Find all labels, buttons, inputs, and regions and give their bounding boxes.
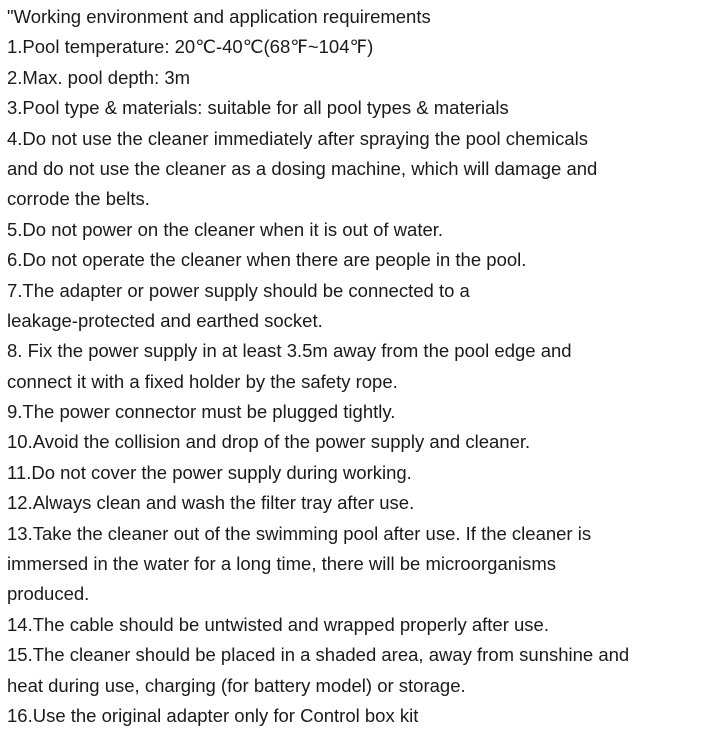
text-line: 1.Pool temperature: 20℃-40℃(68℉~104℉) <box>7 36 374 58</box>
text-line: 12.Always clean and wash the filter tray after use. <box>7 492 415 514</box>
text-line: 5.Do not power on the cleaner when it is out of water. <box>7 218 444 240</box>
text-line: 15.The cleaner should be placed in a shaded area, away from sunshine and <box>7 644 630 666</box>
text-line: produced. <box>7 583 90 605</box>
text-line: immersed in the water for a long time, there will be microorganisms <box>7 553 557 575</box>
text-line: 11.Do not cover the power supply during working. <box>7 461 412 483</box>
text-line: 9.The power connector must be plugged tightly. <box>7 401 396 423</box>
text-line: 14.The cable should be untwisted and wrapped properly after use. <box>7 613 549 635</box>
text-line: 7.The adapter or power supply should be connected to a <box>7 279 470 301</box>
text-line: 16.Use the original adapter only for Control box kit <box>7 704 419 726</box>
text-line: 10.Avoid the collision and drop of the power supply and cleaner. <box>7 431 531 453</box>
text-line: 3.Pool type & materials: suitable for all pool types & materials <box>7 97 509 119</box>
text-line: connect it with a fixed holder by the safety rope. <box>7 370 398 392</box>
text-line: 6.Do not operate the cleaner when there are people in the pool. <box>7 249 527 271</box>
text-line: corrode the belts. <box>7 188 150 210</box>
text-line: and do not use the cleaner as a dosing machine, which will damage and <box>7 157 598 179</box>
text-line: heat during use, charging (for battery model) or storage. <box>7 674 466 696</box>
text-line: 2.Max. pool depth: 3m <box>7 66 191 88</box>
text-line: 13.Take the cleaner out of the swimming pool after use. If the cleaner is <box>7 522 592 544</box>
document-heading: "Working environment and application requirements <box>7 6 431 27</box>
text-line: leakage-protected and earthed socket. <box>7 309 323 331</box>
text-line: 8. Fix the power supply in at least 3.5m away from the pool edge and <box>7 340 572 362</box>
text-line: 4.Do not use the cleaner immediately after spraying the pool chemicals <box>7 127 588 149</box>
